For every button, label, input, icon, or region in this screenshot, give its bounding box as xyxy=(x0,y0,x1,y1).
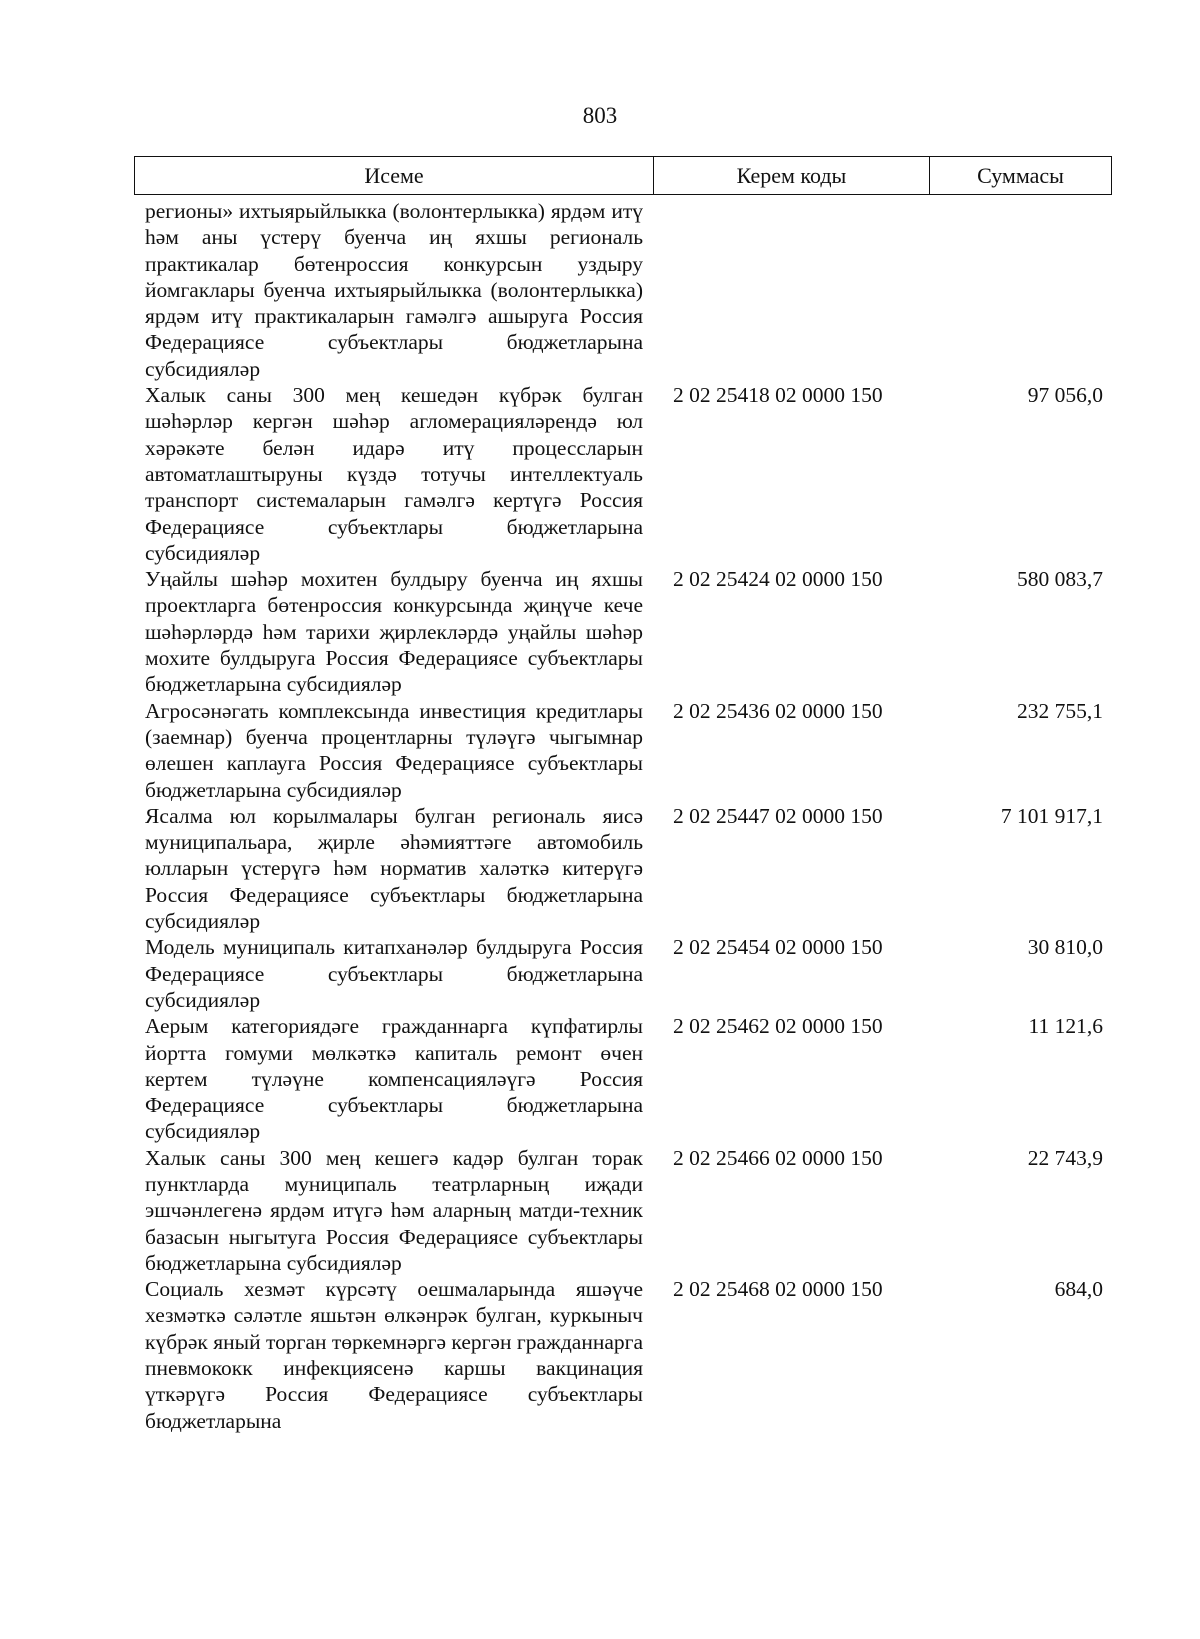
table-header xyxy=(134,156,1112,195)
row-code: 2 02 25447 02 0000 150 xyxy=(673,803,883,828)
row-sum: 580 083,7 xyxy=(1017,567,1103,592)
column-header-sum: Суммасы xyxy=(977,162,1064,188)
row-name: регионы» ихтыярыйлыкка (волонтерлыкка) ярдәм итү һәм аны үстерү буенча иң яхшы региональ практикалар бөтенроссия конкурсын уздыру йомгаклары буенча ихтыярыйлыкка (волонтерлыкка) ярдәм итү практикаларын гамәлгә ашыруга Россия Федерациясе субъектлары бюджетларына субсидияләр xyxy=(145,199,643,381)
row-code: 2 02 25468 02 0000 150 xyxy=(673,1277,883,1302)
row-name: Халык саны 300 мең кешедән күбрәк булган шәһәрләр кергән шәһәр агломерацияләрендә юл хәрәкәте белән идарә итү процессларын автоматлаштыруны күздә тотучы интеллектуаль транспорт системаларын гамәлгә кертүгә Россия Федерациясе субъектлары бюджетларына субсидияләр xyxy=(145,383,643,565)
column-header-code: Керем коды xyxy=(654,157,930,194)
row-sum: 11 121,6 xyxy=(1028,1014,1103,1039)
page-number: 803 xyxy=(582,103,618,128)
row-name: Ясалма юл корылмалары булган региональ яисә муниципальара, җирле әһәмияттәге автомобиль юлларын үстерүгә һәм норматив халәткә китерүгә Россия Федерациясе субъектлары бюджетларына субсидияләр xyxy=(145,803,643,934)
row-name: Уңайлы шәһәр мохитен булдыру буенча иң яхшы проектларга бөтенроссия конкурсында җиңүче кече шәһәрләрдә һәм тарихи җирлекләрдә уңайлы шәһәр мохите булдыруга Россия Федерациясе субъектлары бюджетларына субсидияләр xyxy=(145,567,643,697)
table-row xyxy=(145,698,1105,803)
table-body xyxy=(145,198,1105,1434)
column-header-name: Исеме xyxy=(135,157,654,194)
row-name: Социаль хезмәт күрсәтү оешмаларында яшәүче хезмәткә сәләтле яшьтән өлкәнрәк булган, куркыныч күбрәк яный торган төркемнәргә кергән гражданнарга пневмококк инфекциясенә каршы вакцинация үткәрүгә Россия Федерациясе субъектлары бюджетларына xyxy=(145,1277,643,1433)
row-code: 2 02 25462 02 0000 150 xyxy=(673,1014,883,1039)
row-sum: 30 810,0 xyxy=(1027,935,1103,960)
row-sum: 684,0 xyxy=(1054,1277,1103,1302)
table-row xyxy=(145,803,1105,934)
table-row xyxy=(145,1276,1105,1434)
row-name: Халык саны 300 мең кешегә кадәр булган торак пунктларда муниципаль театрларның иҗади эшчәнлегенә ярдәм итүгә һәм аларның матди-техник базасын ныгытуга Россия Федерациясе субъектлары бюджетларына субсидияләр xyxy=(145,1145,643,1275)
row-code: 2 02 25424 02 0000 150 xyxy=(673,567,883,592)
table-row xyxy=(145,1145,1105,1276)
table-row xyxy=(145,198,1105,382)
table-row xyxy=(145,566,1105,697)
row-name: Агросәнәгать комплексында инвестиция кредитлары (заемнар) буенча процентларны түләүгә чыгымнар өлешен каплауга Россия Федерациясе субъектлары бюджетларына субсидияләр xyxy=(145,698,643,802)
row-code: 2 02 25466 02 0000 150 xyxy=(673,1145,883,1170)
row-sum: 7 101 917,1 xyxy=(1000,803,1103,828)
row-name: Модель муниципаль китапханәләр булдыруга Россия Федерациясе субъектлары бюджетларына субсидияләр xyxy=(145,935,643,1012)
table-row xyxy=(145,934,1105,1013)
row-sum: 232 755,1 xyxy=(1017,698,1103,723)
table-row xyxy=(145,382,1105,566)
row-name: Аерым категориядәге гражданнарга күпфатирлы йортта гомуми мөлкәткә капиталь ремонт өчен кертем түләүне компенсацияләүгә Россия Федерациясе субъектлары бюджетларына субсидияләр xyxy=(145,1014,643,1144)
row-code: 2 02 25418 02 0000 150 xyxy=(673,383,883,408)
row-sum: 22 743,9 xyxy=(1027,1145,1103,1170)
row-code: 2 02 25436 02 0000 150 xyxy=(673,698,883,723)
row-code: 2 02 25454 02 0000 150 xyxy=(673,935,883,960)
table-row xyxy=(145,1013,1105,1144)
row-sum: 97 056,0 xyxy=(1027,383,1103,408)
